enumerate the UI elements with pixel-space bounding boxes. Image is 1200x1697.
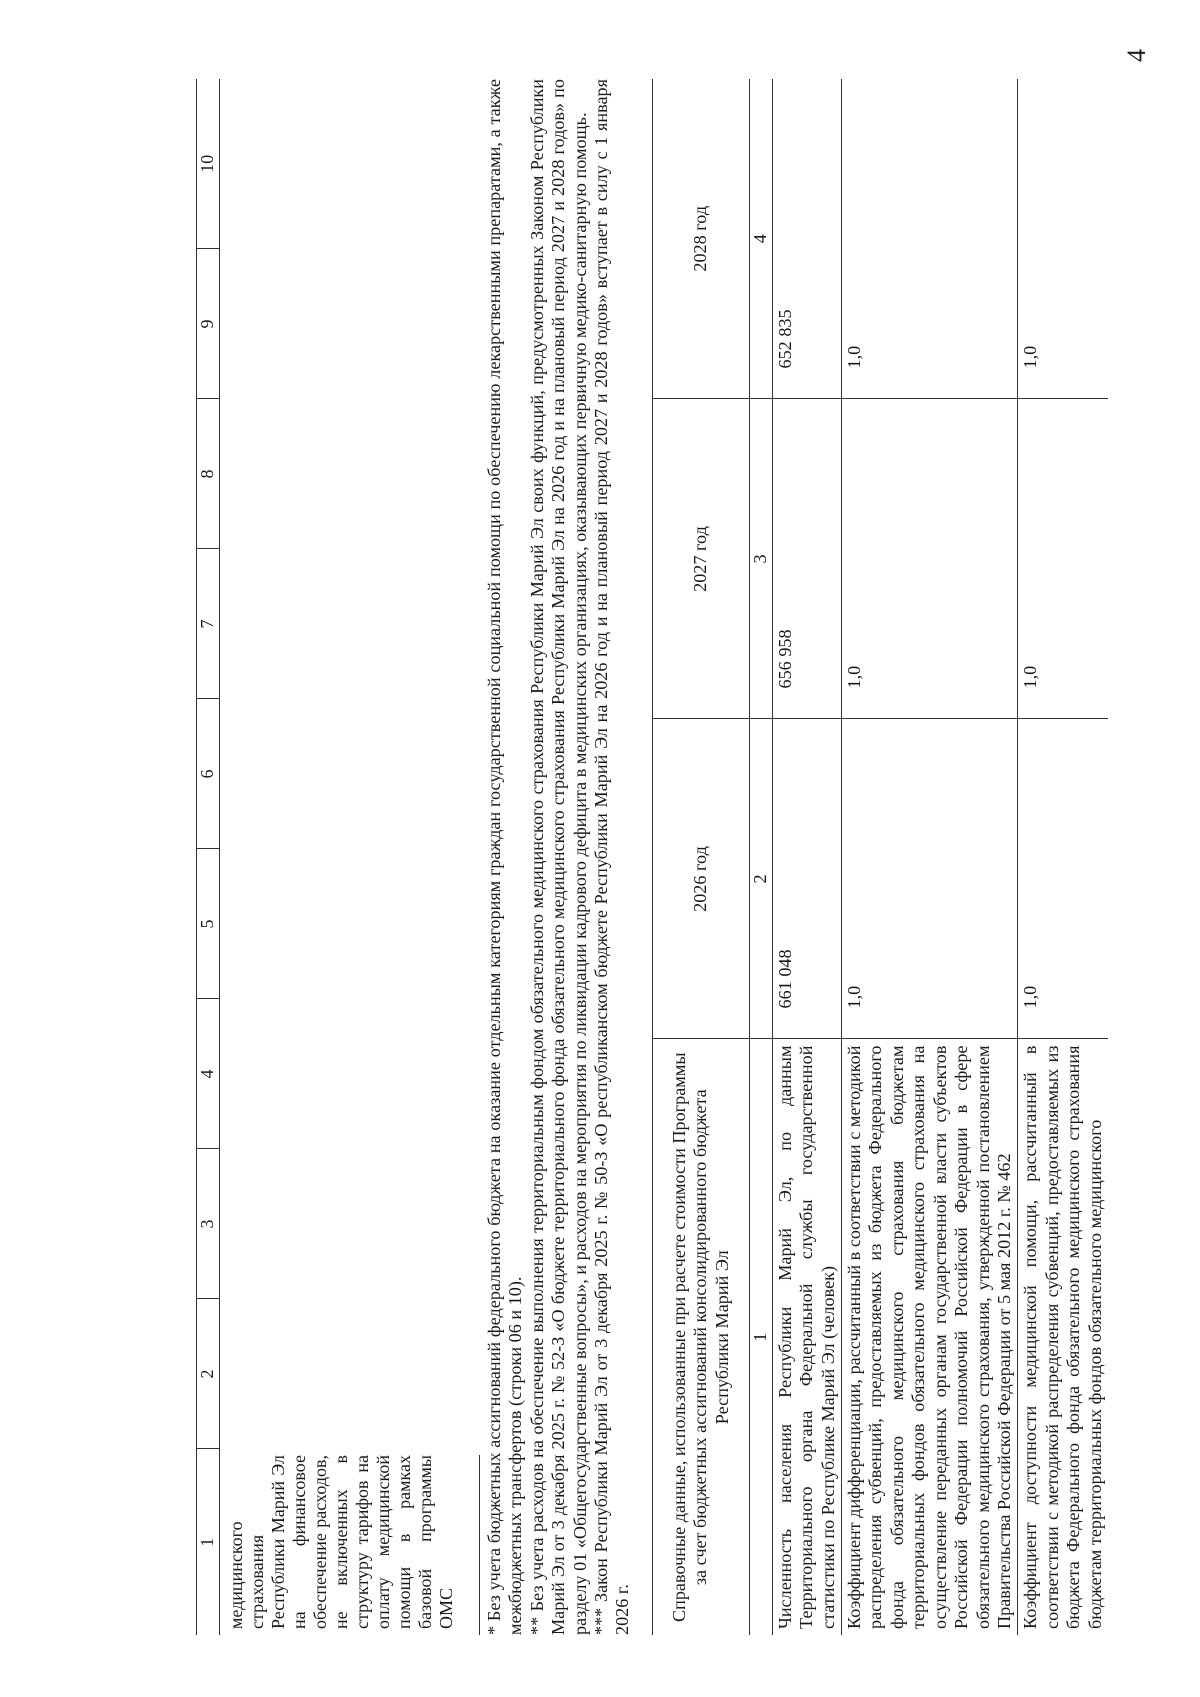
value-2027: 1,0 (842, 399, 1018, 719)
value-2026: 1,0 (1018, 719, 1108, 1039)
table-header-row (652, 79, 749, 1635)
document-body (196, 79, 1108, 1635)
value-2026: 1,0 (842, 719, 1018, 1039)
column-number: 2 (197, 1299, 220, 1449)
footnote-divider (479, 1455, 480, 1635)
table-row (220, 79, 458, 1635)
footnote: ** Без учета расходов на обеспечение выполнения территориальным фондом обязательного медицинского страхования Республики Марий Эл своих функций, предусмотренных Законом Республики Марий Эл от 3 декабря 2025 г. № 52-З «О бюджете территориального фонда обязательного медицинского страхования Республики Марий Эл на 2026 год и на плановый период 2027 и 2028 годов» по разделу 01 «Общегосударственные вопросы», и расходов на мероприятия по ликвидации кадрового дефицита в медицинских организациях, оказывающих первичную медико-санитарную помощь. (526, 79, 590, 1635)
column-number: 3 (749, 399, 772, 719)
value-2027: 1,0 (1018, 399, 1108, 719)
column-number: 1 (749, 1039, 772, 1635)
column-number-row (197, 79, 220, 1635)
header-year-2027: 2027 год (652, 399, 749, 719)
column-number: 4 (197, 999, 220, 1149)
column-number: 9 (197, 249, 220, 399)
column-number: 2 (749, 719, 772, 1039)
expenses-table-continuation (196, 79, 457, 1635)
column-number: 10 (197, 79, 220, 249)
column-number: 6 (197, 699, 220, 849)
column-number: 1 (197, 1449, 220, 1635)
row-description: Численность населения Республики Марий Эл, по данным Территориального органа Федеральной службы государственной статистики по Республике Марий Эл (человек) (772, 1039, 841, 1635)
row-description: Коэффициент доступности медицинской помощи, рассчитанный в соответствии с методикой распределения субвенций, предоставляемых из бюджета Федерального фонда обязательного медицинского страхования бюджетам территориальных фондов обязательного медицинского (1018, 1039, 1108, 1635)
column-number: 5 (197, 849, 220, 999)
header-description: Справочные данные, использованные при расчете стоимости Программы за счет бюджетных ассигнований консолидированного бюджета Республики Марий Эл (652, 1039, 749, 1635)
row-description: медицинского страхования Республики Марий Эл на финансовое обеспечение расходов, не включенных в структуру тарифов на оплату медицинской помощи в рамках базовой программы ОМС (226, 1455, 456, 1629)
table-row (842, 79, 1018, 1635)
value-2028: 652 835 (772, 79, 841, 399)
header-year-2026: 2026 год (652, 719, 749, 1039)
header-year-2028: 2028 год (652, 79, 749, 399)
column-number: 3 (197, 1149, 220, 1299)
footnotes (479, 79, 634, 1635)
row-description: Коэффициент дифференциации, рассчитанный в соответствии с методикой распределения субвенций, предоставляемых из бюджета Федерального фонда обязательного медицинского страхования бюджетам территориальных фондов обязательного медицинского страхования на осуществление переданных органам государственной власти субъектов Российской Федерации полномочий Российской Федерации в сфере обязательного медицинского страхования, утвержденной постановлением Правительства Российской Федерации от 5 мая 2012 г. № 462 (842, 1039, 1018, 1635)
table-row (1018, 79, 1108, 1635)
page-number: 4 (1122, 49, 1151, 62)
table-row (772, 79, 841, 1635)
column-number: 4 (749, 79, 772, 399)
value-2028: 1,0 (842, 79, 1018, 399)
value-2027: 656 958 (772, 399, 841, 719)
reference-data-table (652, 79, 1108, 1635)
footnote: * Без учета бюджетных ассигнований федерального бюджета на оказание отдельным категориям граждан государственной социальной помощи по обеспечению лекарственными препаратами, а также межбюджетных трансфертов (строки 06 и 10). (484, 79, 526, 1635)
value-2028: 1,0 (1018, 79, 1108, 399)
value-2026: 661 048 (772, 719, 841, 1039)
column-number-row (749, 79, 772, 1635)
column-number: 7 (197, 549, 220, 699)
footnote: *** Закон Республики Марий Эл от 3 декабря 2025 г. № 50-З «О республиканском бюджете Республики Марий Эл на 2026 год и на плановый период 2027 и 2028 годов» вступает в силу с 1 января 2026 г. (591, 79, 633, 1635)
column-number: 8 (197, 399, 220, 549)
